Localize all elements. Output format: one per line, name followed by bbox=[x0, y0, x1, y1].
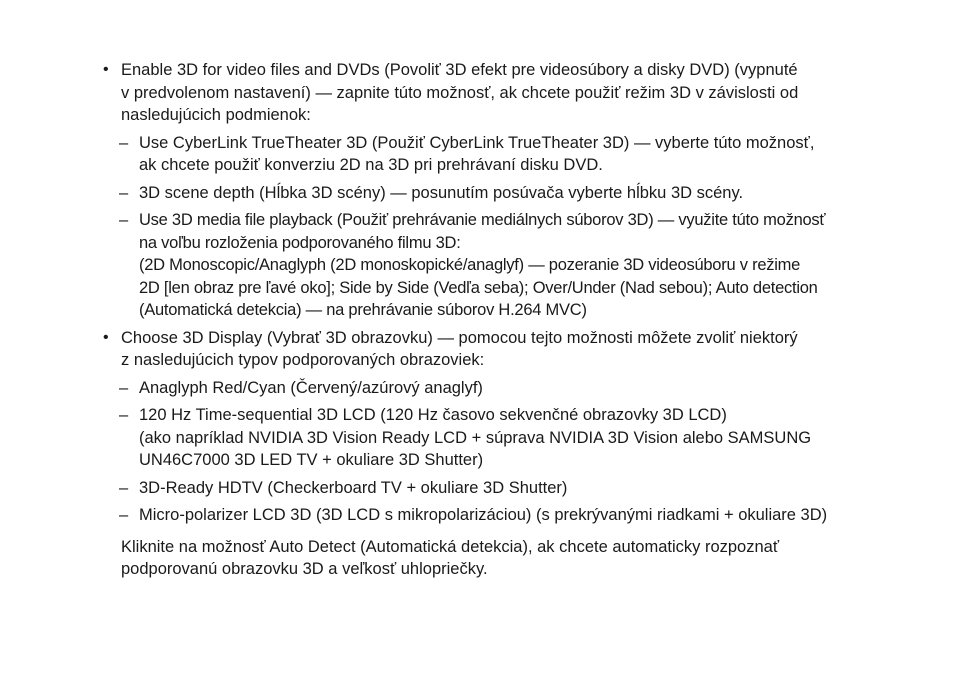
text-line: UN46C7000 3D LED TV + okuliare 3D Shutter) bbox=[139, 451, 484, 469]
sub-item-120hz-lcd bbox=[0, 404, 899, 472]
text-line: v predvolenom nastavení) — zapnite túto možnosť, ak chcete použiť režim 3D v závislosti od bbox=[121, 83, 799, 102]
text-line: 2D [len obraz pre ľavé oko]; Side by Side (Vedľa seba); Over/Under (Nad sebou); Auto detection bbox=[139, 278, 818, 297]
sub-item-truetheater bbox=[0, 132, 899, 177]
text-line: nasledujúcich podmienok: bbox=[121, 106, 311, 124]
text-line: podporovanú obrazovku 3D a veľkosť uhlopriečky. bbox=[121, 560, 488, 578]
text-line: Use 3D media file playback (Použiť prehrávanie mediálnych súborov 3D) — využite túto možnosť bbox=[139, 211, 826, 229]
text-line: Choose 3D Display (Vybrať 3D obrazovku) — pomocou tejto možnosti môžete zvoliť niektorý bbox=[121, 328, 798, 347]
bullet-marker: • bbox=[103, 61, 109, 78]
bullet-marker: • bbox=[103, 328, 109, 346]
text-line: ak chcete použiť konverziu 2D na 3D pri prehrávaní disku DVD. bbox=[139, 156, 603, 174]
text-line: Anaglyph Red/Cyan (Červený/azúrový anaglyf) bbox=[139, 378, 483, 397]
dash-marker: – bbox=[119, 133, 129, 152]
text-line: (ako napríklad NVIDIA 3D Vision Ready LCD + súprava NVIDIA 3D Vision alebo SAMSUNG bbox=[139, 428, 812, 447]
dash-marker: – bbox=[119, 183, 129, 202]
text-line: (Automatická detekcia) — na prehrávanie súborov H.264 MVC) bbox=[139, 301, 587, 319]
text-line: Kliknite na možnosť Auto Detect (Automatická detekcia), ak chcete automaticky rozpoznať bbox=[121, 537, 780, 556]
text-line: (2D Monoscopic/Anaglyph (2D monoskopické/anaglyf) — pozeranie 3D videosúboru v režime bbox=[139, 256, 801, 274]
sub-item-micro-polarizer bbox=[0, 504, 899, 527]
dash-marker: – bbox=[119, 211, 128, 229]
sub-item-scene-depth bbox=[0, 182, 899, 205]
dash-marker: – bbox=[119, 406, 129, 424]
bullet-choose-3d-display bbox=[0, 327, 891, 372]
text-line: z nasledujúcich typov podporovaných obrazoviek: bbox=[121, 351, 485, 369]
dash-marker: – bbox=[119, 478, 129, 497]
text-line: Use CyberLink TrueTheater 3D (Použiť CyberLink TrueTheater 3D) — vyberte túto možnosť, bbox=[139, 133, 815, 152]
sub-item-anaglyph bbox=[0, 377, 899, 400]
text-line: 120 Hz Time-sequential 3D LCD (120 Hz časovo sekvenčné obrazovky 3D LCD) bbox=[139, 406, 727, 424]
bullet-enable-3d bbox=[0, 59, 891, 127]
text-line: na voľbu rozloženia podporovaného filmu 3D: bbox=[139, 233, 461, 252]
auto-detect-note bbox=[0, 536, 891, 581]
text-line: Micro-polarizer LCD 3D (3D LCD s mikropolarizáciou) (s prekrývanými riadkami + okuliare 3D) bbox=[139, 506, 828, 524]
sub-item-3d-ready-hdtv bbox=[0, 477, 899, 500]
text-line: 3D scene depth (Hĺbka 3D scény) — posunutím posúvača vyberte hĺbku 3D scény. bbox=[139, 183, 744, 202]
document-page bbox=[0, 59, 954, 581]
dash-marker: – bbox=[119, 378, 129, 397]
dash-marker: – bbox=[119, 506, 129, 524]
text-line: 3D-Ready HDTV (Checkerboard TV + okuliare 3D Shutter) bbox=[139, 478, 568, 497]
text-line: Enable 3D for video files and DVDs (Povoliť 3D efekt pre videosúbory a disky DVD) (vypnuté bbox=[121, 61, 798, 79]
sub-item-media-playback bbox=[0, 209, 899, 322]
